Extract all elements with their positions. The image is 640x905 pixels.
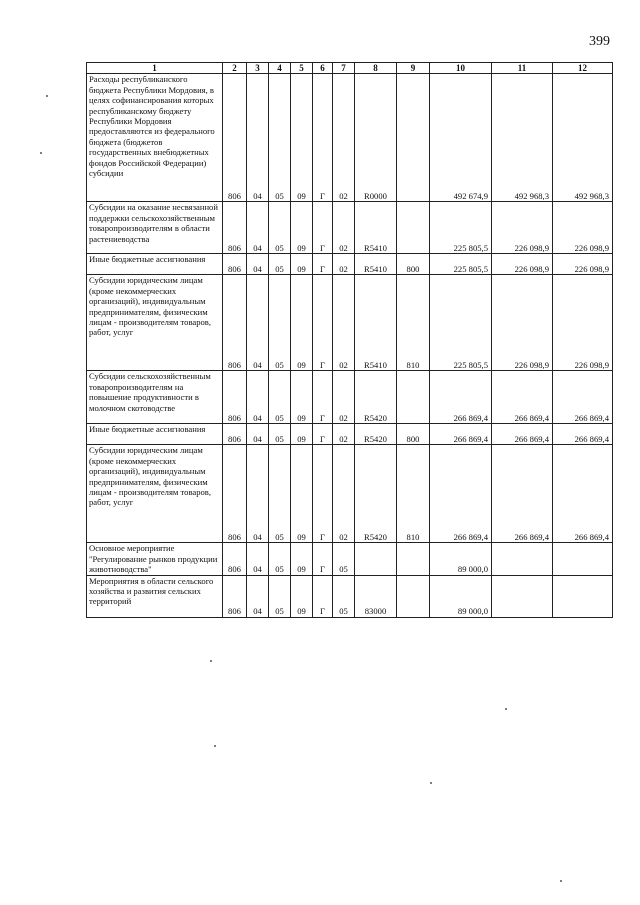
cell-section: 04 [247,445,269,543]
table-row [87,371,613,424]
cell-subprogram: Г [313,575,333,617]
table-row [87,543,613,575]
cell-expense-type [397,202,430,254]
cell-subprogram: Г [313,254,333,275]
cell-ministry: 806 [223,275,247,371]
col-header-8: 8 [355,63,397,74]
cell-program: 09 [291,275,313,371]
scan-speck [40,152,42,154]
cell-amount-2: 266 869,4 [492,371,553,424]
cell-direction: R5410 [355,202,397,254]
cell-amount-2: 492 968,3 [492,74,553,202]
cell-amount-2 [492,575,553,617]
cell-ministry: 806 [223,543,247,575]
col-header-6: 6 [313,63,333,74]
col-header-5: 5 [291,63,313,74]
cell-ministry: 806 [223,424,247,445]
cell-amount-2: 226 098,9 [492,254,553,275]
cell-subsection: 05 [269,543,291,575]
col-header-9: 9 [397,63,430,74]
cell-amount-3: 226 098,9 [553,254,613,275]
cell-event: 05 [333,575,355,617]
cell-program: 09 [291,424,313,445]
cell-subsection: 05 [269,254,291,275]
cell-amount-3: 226 098,9 [553,275,613,371]
scan-speck [505,708,507,710]
table-row [87,424,613,445]
cell-section: 04 [247,74,269,202]
cell-direction: R5420 [355,371,397,424]
cell-expense-type [397,74,430,202]
cell-event: 02 [333,202,355,254]
cell-section: 04 [247,254,269,275]
cell-subprogram: Г [313,275,333,371]
cell-program: 09 [291,445,313,543]
cell-amount-1: 225 805,5 [430,275,492,371]
cell-direction: 83000 [355,575,397,617]
cell-program: 09 [291,575,313,617]
cell-program: 09 [291,543,313,575]
cell-subsection: 05 [269,445,291,543]
cell-event: 02 [333,424,355,445]
cell-amount-2: 226 098,9 [492,202,553,254]
cell-expense-type [397,371,430,424]
scan-speck [430,782,432,784]
row-name: Субсидии сельскохозяйственным товаропроизводителям на повышение продуктивности в молочном скотоводстве [87,371,223,424]
cell-event: 02 [333,445,355,543]
cell-ministry: 806 [223,445,247,543]
cell-program: 09 [291,254,313,275]
cell-amount-3: 266 869,4 [553,424,613,445]
cell-expense-type: 800 [397,254,430,275]
cell-event: 02 [333,275,355,371]
col-header-2: 2 [223,63,247,74]
cell-ministry: 806 [223,254,247,275]
cell-event: 02 [333,371,355,424]
cell-ministry: 806 [223,575,247,617]
cell-direction [355,543,397,575]
cell-expense-type [397,543,430,575]
cell-subsection: 05 [269,202,291,254]
cell-amount-3: 226 098,9 [553,202,613,254]
cell-amount-2: 226 098,9 [492,275,553,371]
cell-amount-3 [553,543,613,575]
row-name: Основное мероприятие "Регулирование рынков продукции животноводства" [87,543,223,575]
cell-subprogram: Г [313,543,333,575]
cell-amount-1: 225 805,5 [430,254,492,275]
row-name: Субсидии на оказание несвязанной поддержки сельскохозяйственным товаропроизводителям в области растениеводства [87,202,223,254]
cell-expense-type [397,575,430,617]
cell-amount-3: 266 869,4 [553,445,613,543]
cell-amount-1: 266 869,4 [430,424,492,445]
scan-speck [214,745,216,747]
cell-ministry: 806 [223,202,247,254]
cell-amount-1: 492 674,9 [430,74,492,202]
cell-amount-1: 266 869,4 [430,445,492,543]
cell-expense-type: 800 [397,424,430,445]
cell-event: 05 [333,543,355,575]
cell-subprogram: Г [313,445,333,543]
cell-direction: R5420 [355,445,397,543]
row-name: Мероприятия в области сельского хозяйства и развития сельских территорий [87,575,223,617]
cell-subprogram: Г [313,424,333,445]
cell-section: 04 [247,424,269,445]
row-name: Субсидии юридическим лицам (кроме некоммерческих организаций), индивидуальным предпринимателям, физическим лицам - производителям товаров, работ, услуг [87,275,223,371]
cell-subsection: 05 [269,74,291,202]
table-row [87,275,613,371]
row-name: Иные бюджетные ассигнования [87,424,223,445]
cell-amount-1: 89 000,0 [430,543,492,575]
cell-subsection: 05 [269,575,291,617]
col-header-7: 7 [333,63,355,74]
cell-section: 04 [247,275,269,371]
cell-amount-3 [553,575,613,617]
row-name: Иные бюджетные ассигнования [87,254,223,275]
cell-amount-3: 266 869,4 [553,371,613,424]
table-row [87,74,613,202]
scan-speck [210,660,212,662]
col-header-3: 3 [247,63,269,74]
col-header-4: 4 [269,63,291,74]
cell-program: 09 [291,202,313,254]
cell-section: 04 [247,371,269,424]
cell-ministry: 806 [223,371,247,424]
cell-subsection: 05 [269,424,291,445]
cell-subprogram: Г [313,74,333,202]
budget-table [86,62,613,618]
cell-amount-2: 266 869,4 [492,445,553,543]
cell-amount-3: 492 968,3 [553,74,613,202]
cell-section: 04 [247,575,269,617]
col-header-10: 10 [430,63,492,74]
cell-subprogram: Г [313,202,333,254]
col-header-1: 1 [87,63,223,74]
cell-direction: R5410 [355,275,397,371]
cell-direction: R5410 [355,254,397,275]
cell-event: 02 [333,74,355,202]
cell-subsection: 05 [269,371,291,424]
cell-amount-2: 266 869,4 [492,424,553,445]
header-row [87,63,613,74]
col-header-12: 12 [553,63,613,74]
cell-expense-type: 810 [397,275,430,371]
table-row [87,254,613,275]
cell-amount-1: 225 805,5 [430,202,492,254]
cell-direction: R5420 [355,424,397,445]
table-row [87,575,613,617]
table-row [87,202,613,254]
cell-direction: R0000 [355,74,397,202]
cell-ministry: 806 [223,74,247,202]
cell-section: 04 [247,543,269,575]
row-name: Расходы республиканского бюджета Республики Мордовия, в целях софинансирования которых республиканскому бюджету Республики Мордовия предоставляются из федерального бюджета (бюджетов государственных внебюджетных фондов Российской Федерации) субсидии [87,74,223,202]
cell-expense-type: 810 [397,445,430,543]
row-name: Субсидии юридическим лицам (кроме некоммерческих организаций), индивидуальным предпринимателям, физическим лицам - производителям товаров, работ, услуг [87,445,223,543]
page-number: 399 [589,34,610,49]
cell-event: 02 [333,254,355,275]
cell-amount-1: 266 869,4 [430,371,492,424]
cell-amount-2 [492,543,553,575]
cell-program: 09 [291,74,313,202]
table-row [87,445,613,543]
col-header-11: 11 [492,63,553,74]
cell-amount-1: 89 000,0 [430,575,492,617]
cell-subprogram: Г [313,371,333,424]
scan-speck [46,95,48,97]
scan-speck [560,880,562,882]
cell-section: 04 [247,202,269,254]
cell-program: 09 [291,371,313,424]
cell-subsection: 05 [269,275,291,371]
